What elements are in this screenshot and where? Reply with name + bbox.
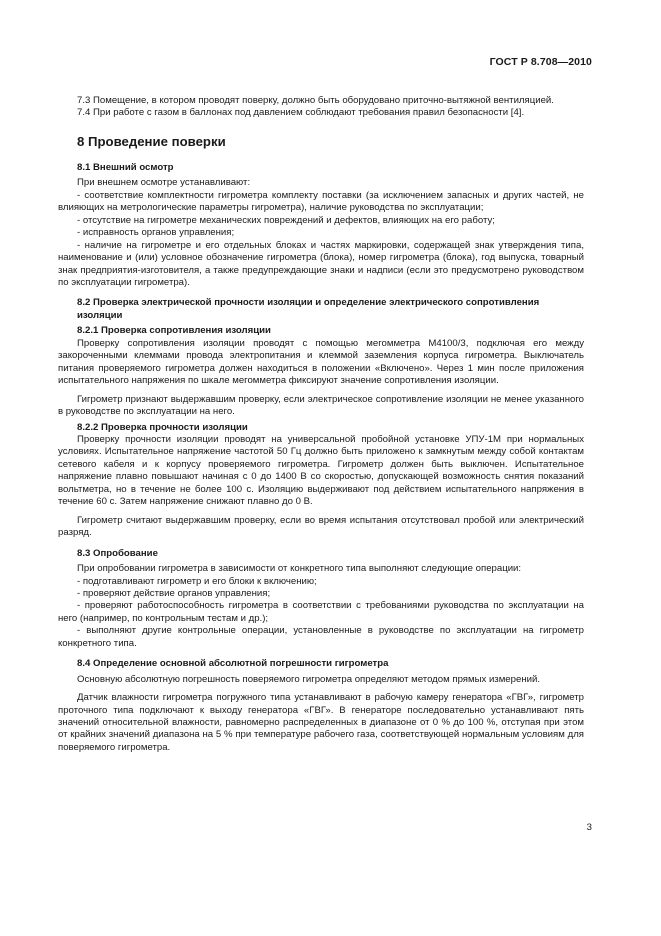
section-8-2-2-paragraph: Гигрометр считают выдержавшим проверку, если во время испытания отсутствовал пробой или электрический разряд. — [58, 514, 584, 539]
section-8-2-1-paragraph: Гигрометр признают выдержавшим проверку, если электрическое сопротивление изоляции не менее указанного в руководстве по эксплуатации на него. — [58, 393, 584, 418]
section-8-2-2-title: 8.2.2 Проверка прочности изоляции — [77, 421, 248, 433]
section-8-1-intro: При внешнем осмотре устанавливают: — [77, 177, 251, 189]
list-item: - проверяют работоспособность гигрометра в соответствии с требованиями руководства по эксплуатации на него (например, по контрольным тестам и др.); — [58, 600, 584, 624]
list-item: - подготавливают гигрометр и его блоки к включению; — [77, 575, 317, 587]
list-item: - наличие на гигрометре и его отдельных блоках и частях маркировки, содержащей знак утверждения типа, наименование и (или) условное обозначение гигрометра (блока), номер гигрометра (блока), год выпуска, товарный знак предприятия-изготовителя, а также предупреждающие знаки и надписи (если это предусмотрено руководством по эксплуатации гигрометра). — [58, 239, 584, 288]
section-8-3-title: 8.3 Опробование — [77, 547, 158, 559]
list-item: - отсутствие на гигрометре механических повреждений и дефектов, влияющих на его работу; — [77, 214, 495, 226]
document-id: ГОСТ Р 8.708—2010 — [489, 56, 592, 68]
section-8-4-paragraph: Основную абсолютную погрешность поверяемого гигрометра определяют методом прямых измерений. — [77, 673, 540, 685]
section-8-2-title: 8.2 Проверка электрической прочности изоляции и определение электрического сопротивления изоляции — [77, 297, 540, 321]
list-item: - выполняют другие контрольные операции, установленные в руководстве по эксплуатации на гигрометр конкретного типа. — [58, 625, 584, 649]
list-item: - проверяют действие органов управления; — [77, 587, 271, 599]
list-item: - исправность органов управления; — [77, 227, 235, 239]
section-8-4-paragraph: Датчик влажности гигрометра погружного типа устанавливают в рабочую камеру генератора «ГВГ», гигрометр проточного типа подключают к выходу генератора «ГВГ». В генераторе последовательно устанавливают пять значений относительной влажности, равномерно распределенных в диапазоне от 0 % до 100 %, отступая при этом от крайних значений диапазона на 5 % при температуре рабочего газа, соответствующей нормальным условиям для поверяемого гигрометра. — [58, 692, 584, 753]
section-8-2-2-paragraph: Проверку прочности изоляции проводят на универсальной пробойной установке УПУ-1М при нормальных условиях. Испытательное напряжение частотой 50 Гц должно быть приложено к замкнутым между собой контактам сетевого кабеля и к корпусу проверяемого гигрометра. Гигрометр должен быть выключен. Испытательное напряжение плавно повышают начиная с 0 до 1400 В со скоростью, допускающей возможность снятия показаний вольтметра, но в течение не более 100 с. Изоляцию выдерживают под действием испытательного напряжения в течение 60 с. Затем напряжение снижают плавно до 0 В. — [58, 433, 584, 508]
section-8-title: 8 Проведение поверки — [77, 133, 226, 149]
section-8-4-title: 8.4 Определение основной абсолютной погрешности гигрометра — [77, 658, 389, 670]
list-item: - соответствие комплектности гигрометра комплекту поставки (за исключением запасных и других частей, не влияющих на метрологические параметры гигрометра), наличие руководства по эксплуатации; — [58, 189, 584, 214]
page-number: 3 — [586, 822, 592, 833]
section-8-2-1-paragraph: Проверку сопротивления изоляции проводят с помощью мегомметра М4100/3, подключая его между закороченными клеммами провода электропитания и клеммой заземления корпуса гигрометра. Выключатель питания проверяемого гигрометра должен находиться в положении «Включено». Через 1 мин после приложения испытательного напряжения по шкале мегомметра фиксируют значение сопротивления изоляции. — [58, 337, 584, 387]
section-8-2-1-title: 8.2.1 Проверка сопротивления изоляции — [77, 325, 271, 337]
paragraph-7-4: 7.4 При работе с газом в баллонах под давлением соблюдают требования правил безопасности [4]. — [77, 107, 525, 119]
section-8-3-intro: При опробовании гигрометра в зависимости от конкретного типа выполняют следующие операции: — [77, 563, 522, 575]
section-8-1-title: 8.1 Внешний осмотр — [77, 161, 174, 173]
page-body — [58, 95, 584, 754]
paragraph-7-3: 7.3 Помещение, в котором проводят поверку, должно быть оборудовано приточно-вытяжной вентиляцией. — [77, 95, 554, 106]
